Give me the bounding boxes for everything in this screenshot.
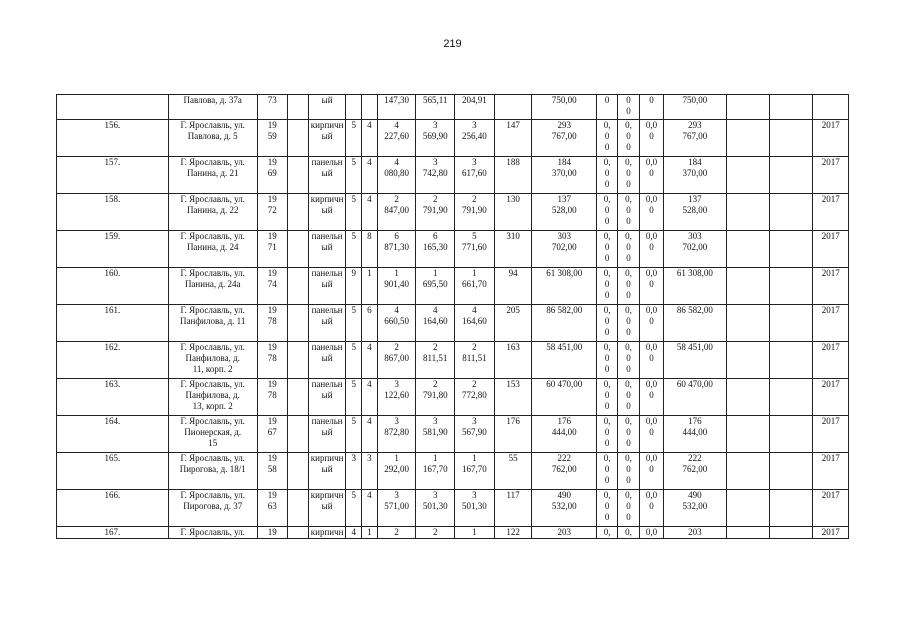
cell-a2: 4 164,60 (416, 305, 455, 342)
cell-en: 4 (362, 416, 378, 453)
cell-total: 750,00 (664, 95, 727, 120)
cell-b2 (726, 268, 769, 305)
cell-blank1 (287, 305, 308, 342)
cell-z3: 0,0 0 (639, 157, 663, 194)
cell-fl: 5 (346, 416, 362, 453)
cell-num: 158. (57, 194, 169, 231)
cell-res: 147 (494, 120, 532, 157)
cell-a1: 1 292,00 (377, 453, 416, 490)
cell-total: 222 762,00 (664, 453, 727, 490)
cell-a1: 4 080,80 (377, 157, 416, 194)
cell-res: 130 (494, 194, 532, 231)
cell-b3 (769, 490, 813, 527)
cell-fl: 3 (346, 453, 362, 490)
cell-num: 164. (57, 416, 169, 453)
cell-b2 (726, 120, 769, 157)
cell-z2: 0, 0 0 (618, 342, 640, 379)
table-row (57, 194, 849, 231)
cell-b2 (726, 416, 769, 453)
cell-a1: 6 871,30 (377, 231, 416, 268)
cell-year: 19 63 (257, 490, 287, 527)
cell-a1: 147,30 (377, 95, 416, 120)
cell-b3 (769, 231, 813, 268)
cell-a2: 565,11 (416, 95, 455, 120)
cell-a1: 2 847,00 (377, 194, 416, 231)
cell-res: 205 (494, 305, 532, 342)
cell-num: 167. (57, 527, 169, 539)
cell-b2 (726, 379, 769, 416)
cell-year: 19 (257, 527, 287, 539)
cell-b2 (726, 453, 769, 490)
cell-fl: 5 (346, 379, 362, 416)
cell-addr: Г. Ярославль, ул. Панина, д. 21 (168, 157, 257, 194)
cell-addr: Г. Ярославль, ул. Панина, д. 24а (168, 268, 257, 305)
cell-a2: 3 501,30 (416, 490, 455, 527)
cell-b2 (726, 490, 769, 527)
cell-mat: панельн ый (308, 379, 346, 416)
cell-mat: кирпичн ый (308, 453, 346, 490)
cell-blank1 (287, 453, 308, 490)
cell-addr: Г. Ярославль, ул. Панина, д. 22 (168, 194, 257, 231)
cell-year: 19 74 (257, 268, 287, 305)
cell-a1: 3 122,60 (377, 379, 416, 416)
cell-total: 203 (664, 527, 727, 539)
table-row (57, 157, 849, 194)
cell-res: 122 (494, 527, 532, 539)
cell-cost: 222 762,00 (532, 453, 597, 490)
cell-fl: 5 (346, 342, 362, 379)
cell-yr: 2017 (813, 490, 849, 527)
table-row (57, 95, 849, 120)
cell-yr: 2017 (813, 416, 849, 453)
cell-a3: 3 501,30 (455, 490, 495, 527)
cell-num (57, 95, 169, 120)
cell-cost: 176 444,00 (532, 416, 597, 453)
cell-fl: 5 (346, 231, 362, 268)
cell-cost: 86 582,00 (532, 305, 597, 342)
cell-z1: 0, 0 0 (597, 305, 618, 342)
cell-res: 163 (494, 342, 532, 379)
cell-yr: 2017 (813, 527, 849, 539)
cell-year: 19 58 (257, 453, 287, 490)
cell-total: 61 308,00 (664, 268, 727, 305)
cell-z2: 0, 0 0 (618, 416, 640, 453)
cell-year: 73 (257, 95, 287, 120)
cell-cost: 61 308,00 (532, 268, 597, 305)
table-row (57, 527, 849, 539)
cell-res: 153 (494, 379, 532, 416)
cell-mat: панельн ый (308, 268, 346, 305)
cell-yr: 2017 (813, 305, 849, 342)
cell-total: 60 470,00 (664, 379, 727, 416)
cell-yr: 2017 (813, 453, 849, 490)
cell-b3 (769, 305, 813, 342)
cell-total: 293 767,00 (664, 120, 727, 157)
cell-cost: 293 767,00 (532, 120, 597, 157)
cell-z3: 0,0 0 (639, 120, 663, 157)
cell-a1: 1 901,40 (377, 268, 416, 305)
cell-b2 (726, 305, 769, 342)
cell-b3 (769, 342, 813, 379)
cell-z2: 0, (618, 527, 640, 539)
cell-blank1 (287, 95, 308, 120)
cell-blank1 (287, 194, 308, 231)
cell-a3: 1 167,70 (455, 453, 495, 490)
cell-fl: 4 (346, 527, 362, 539)
cell-cost: 58 451,00 (532, 342, 597, 379)
cell-blank1 (287, 157, 308, 194)
cell-a3: 2 791,90 (455, 194, 495, 231)
cell-z1: 0, 0 0 (597, 379, 618, 416)
cell-z2: 0, 0 0 (618, 120, 640, 157)
cell-a2: 1 167,70 (416, 453, 455, 490)
table-row (57, 379, 849, 416)
cell-z3: 0,0 0 (639, 453, 663, 490)
cell-z3: 0,0 0 (639, 268, 663, 305)
cell-num: 163. (57, 379, 169, 416)
cell-en: 8 (362, 231, 378, 268)
cell-blank1 (287, 490, 308, 527)
cell-a3: 1 (455, 527, 495, 539)
cell-total: 86 582,00 (664, 305, 727, 342)
cell-a2: 3 581,90 (416, 416, 455, 453)
cell-cost: 750,00 (532, 95, 597, 120)
cell-z2: 0, 0 0 (618, 231, 640, 268)
cell-z3: 0,0 0 (639, 342, 663, 379)
cell-a2: 2 791,90 (416, 194, 455, 231)
cell-cost: 60 470,00 (532, 379, 597, 416)
cell-mat: панельн ый (308, 416, 346, 453)
cell-a1: 3 872,80 (377, 416, 416, 453)
cell-res: 188 (494, 157, 532, 194)
cell-fl: 5 (346, 157, 362, 194)
cell-a3: 204,91 (455, 95, 495, 120)
cell-yr: 2017 (813, 268, 849, 305)
cell-en: 4 (362, 379, 378, 416)
cell-blank1 (287, 416, 308, 453)
cell-z1: 0, 0 0 (597, 157, 618, 194)
cell-blank1 (287, 379, 308, 416)
cell-a2: 1 695,50 (416, 268, 455, 305)
cell-cost: 184 370,00 (532, 157, 597, 194)
cell-z2: 0, 0 0 (618, 157, 640, 194)
cell-fl: 5 (346, 194, 362, 231)
cell-a3: 1 661,70 (455, 268, 495, 305)
cell-z1: 0 (597, 95, 618, 120)
cell-num: 165. (57, 453, 169, 490)
cell-year: 19 59 (257, 120, 287, 157)
cell-fl: 5 (346, 490, 362, 527)
cell-z3: 0,0 0 (639, 416, 663, 453)
cell-z2: 0, 0 0 (618, 453, 640, 490)
cell-mat: панельн ый (308, 305, 346, 342)
cell-a1: 3 571,00 (377, 490, 416, 527)
cell-addr: Г. Ярославль, ул. Панфилова, д. 11, корп. 2 (168, 342, 257, 379)
cell-z3: 0,0 0 (639, 379, 663, 416)
cell-blank1 (287, 120, 308, 157)
cell-en: 4 (362, 342, 378, 379)
cell-z2: 0, 0 0 (618, 305, 640, 342)
cell-fl: 5 (346, 305, 362, 342)
table-row (57, 268, 849, 305)
cell-z1: 0, 0 0 (597, 120, 618, 157)
cell-mat: кирпичн ый (308, 120, 346, 157)
cell-z1: 0, 0 0 (597, 194, 618, 231)
cell-a1: 4 227,60 (377, 120, 416, 157)
cell-a2: 3 742,80 (416, 157, 455, 194)
cell-yr: 2017 (813, 379, 849, 416)
cell-num: 157. (57, 157, 169, 194)
cell-z1: 0, 0 0 (597, 416, 618, 453)
cell-num: 159. (57, 231, 169, 268)
cell-z3: 0,0 0 (639, 231, 663, 268)
cell-res: 94 (494, 268, 532, 305)
cell-z3: 0,0 0 (639, 305, 663, 342)
table-row (57, 342, 849, 379)
cell-fl: 9 (346, 268, 362, 305)
cell-addr: Г. Ярославль, ул. Панфилова, д. 11 (168, 305, 257, 342)
housing-register-table (56, 94, 849, 539)
cell-num: 166. (57, 490, 169, 527)
cell-res: 117 (494, 490, 532, 527)
cell-res: 310 (494, 231, 532, 268)
cell-en: 6 (362, 305, 378, 342)
cell-res: 176 (494, 416, 532, 453)
cell-num: 156. (57, 120, 169, 157)
cell-total: 490 532,00 (664, 490, 727, 527)
cell-yr: 2017 (813, 157, 849, 194)
cell-a3: 3 256,40 (455, 120, 495, 157)
cell-b2 (726, 95, 769, 120)
cell-en: 1 (362, 268, 378, 305)
cell-yr: 2017 (813, 342, 849, 379)
cell-cost: 490 532,00 (532, 490, 597, 527)
cell-addr: Г. Ярославль, ул. Панина, д. 24 (168, 231, 257, 268)
table-row (57, 305, 849, 342)
cell-en: 4 (362, 490, 378, 527)
cell-z1: 0, 0 0 (597, 490, 618, 527)
cell-a3: 3 567,90 (455, 416, 495, 453)
cell-mat: панельн ый (308, 231, 346, 268)
cell-addr: Г. Ярославль, ул. Пионерская, д. 15 (168, 416, 257, 453)
cell-addr: Г. Ярославль, ул. Павлова, д. 5 (168, 120, 257, 157)
table-row (57, 416, 849, 453)
cell-a2: 6 165,30 (416, 231, 455, 268)
cell-blank1 (287, 231, 308, 268)
cell-mat: кирпичн ый (308, 194, 346, 231)
cell-year: 19 78 (257, 342, 287, 379)
cell-a2: 3 569,90 (416, 120, 455, 157)
cell-z1: 0, 0 0 (597, 268, 618, 305)
cell-addr: Г. Ярославль, ул. Пирогова, д. 18/1 (168, 453, 257, 490)
cell-year: 19 67 (257, 416, 287, 453)
cell-blank1 (287, 527, 308, 539)
cell-b2 (726, 342, 769, 379)
cell-cost: 203 (532, 527, 597, 539)
cell-z3: 0,0 0 (639, 490, 663, 527)
cell-cost: 303 702,00 (532, 231, 597, 268)
table-row (57, 231, 849, 268)
cell-b2 (726, 231, 769, 268)
table-row (57, 120, 849, 157)
cell-mat: панельн ый (308, 157, 346, 194)
cell-mat: кирпичн (308, 527, 346, 539)
cell-addr: Павлова, д. 37а (168, 95, 257, 120)
cell-z3: 0,0 0 (639, 194, 663, 231)
cell-b3 (769, 379, 813, 416)
cell-z3: 0 (639, 95, 663, 120)
cell-res: 55 (494, 453, 532, 490)
cell-yr: 2017 (813, 194, 849, 231)
cell-b2 (726, 157, 769, 194)
cell-num: 160. (57, 268, 169, 305)
cell-blank1 (287, 268, 308, 305)
cell-z1: 0, 0 0 (597, 453, 618, 490)
cell-en: 3 (362, 453, 378, 490)
cell-total: 184 370,00 (664, 157, 727, 194)
cell-year: 19 78 (257, 379, 287, 416)
cell-a1: 2 867,00 (377, 342, 416, 379)
cell-a1: 4 660,50 (377, 305, 416, 342)
cell-b3 (769, 120, 813, 157)
cell-num: 162. (57, 342, 169, 379)
cell-en: 1 (362, 527, 378, 539)
cell-z1: 0, (597, 527, 618, 539)
cell-a3: 2 811,51 (455, 342, 495, 379)
cell-b3 (769, 416, 813, 453)
cell-yr (813, 95, 849, 120)
cell-b3 (769, 194, 813, 231)
cell-year: 19 72 (257, 194, 287, 231)
cell-b3 (769, 95, 813, 120)
cell-z2: 0, 0 0 (618, 194, 640, 231)
cell-z2: 0, 0 0 (618, 379, 640, 416)
cell-z2: 0, 0 0 (618, 490, 640, 527)
cell-yr: 2017 (813, 231, 849, 268)
cell-year: 19 78 (257, 305, 287, 342)
table-body (57, 95, 849, 539)
cell-z1: 0, 0 0 (597, 342, 618, 379)
cell-mat: ый (308, 95, 346, 120)
cell-a3: 3 617,60 (455, 157, 495, 194)
cell-z1: 0, 0 0 (597, 231, 618, 268)
cell-b3 (769, 268, 813, 305)
cell-num: 161. (57, 305, 169, 342)
cell-mat: панельн ый (308, 342, 346, 379)
cell-addr: Г. Ярославль, ул. Пирогова, д. 37 (168, 490, 257, 527)
cell-yr: 2017 (813, 120, 849, 157)
cell-total: 137 528,00 (664, 194, 727, 231)
cell-a3: 4 164,60 (455, 305, 495, 342)
cell-b2 (726, 194, 769, 231)
cell-year: 19 71 (257, 231, 287, 268)
page-number: 219 (443, 38, 462, 50)
cell-b3 (769, 453, 813, 490)
cell-b3 (769, 157, 813, 194)
cell-a3: 2 772,80 (455, 379, 495, 416)
cell-a2: 2 791,80 (416, 379, 455, 416)
cell-en: 4 (362, 120, 378, 157)
cell-b3 (769, 527, 813, 539)
cell-mat: кирпичн ый (308, 490, 346, 527)
cell-b2 (726, 527, 769, 539)
cell-addr: Г. Ярославль, ул. (168, 527, 257, 539)
cell-en: 4 (362, 194, 378, 231)
cell-fl: 5 (346, 120, 362, 157)
cell-a1: 2 (377, 527, 416, 539)
cell-blank1 (287, 342, 308, 379)
cell-z2: 0 0 (618, 95, 640, 120)
cell-total: 303 702,00 (664, 231, 727, 268)
cell-a3: 5 771,60 (455, 231, 495, 268)
cell-total: 58 451,00 (664, 342, 727, 379)
cell-z3: 0,0 (639, 527, 663, 539)
table-row (57, 453, 849, 490)
cell-cost: 137 528,00 (532, 194, 597, 231)
cell-addr: Г. Ярославль, ул. Панфилова, д. 13, корп. 2 (168, 379, 257, 416)
cell-en: 4 (362, 157, 378, 194)
cell-total: 176 444,00 (664, 416, 727, 453)
cell-year: 19 69 (257, 157, 287, 194)
cell-res (494, 95, 532, 120)
cell-z2: 0, 0 0 (618, 268, 640, 305)
cell-a2: 2 (416, 527, 455, 539)
table-row (57, 490, 849, 527)
cell-a2: 2 811,51 (416, 342, 455, 379)
cell-fl (346, 95, 362, 120)
cell-en (362, 95, 378, 120)
